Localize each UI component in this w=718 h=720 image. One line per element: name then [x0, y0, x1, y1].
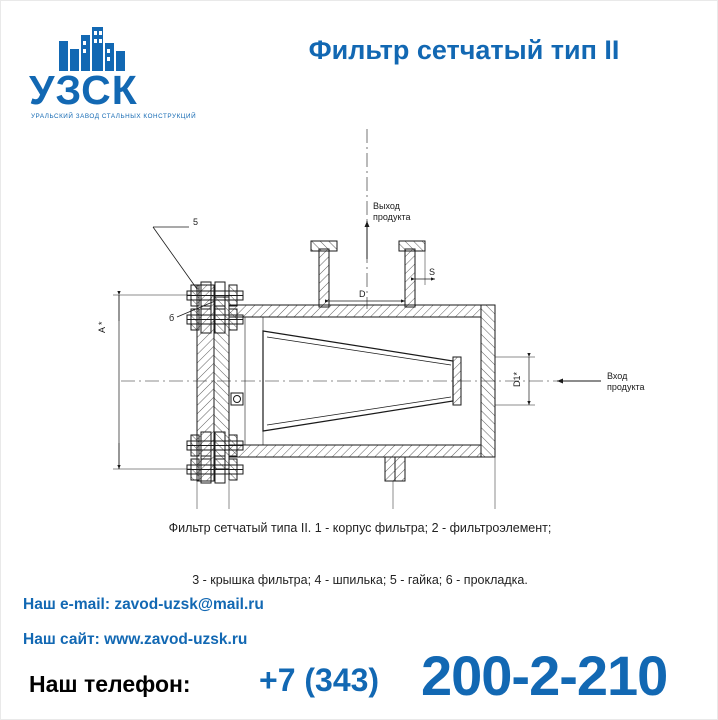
logo-subtitle: УРАЛЬСКИЙ ЗАВОД СТАЛЬНЫХ КОНСТРУКЦИЙ [31, 113, 197, 120]
site-value[interactable]: www.zavod-uzsk.ru [104, 631, 248, 648]
factory-icon [59, 27, 129, 71]
email-value[interactable]: zavod-uzsk@mail.ru [114, 596, 264, 613]
label-d: D [359, 289, 366, 299]
label-a: A * [97, 321, 107, 333]
logo-wordmark: УЗСК [29, 67, 138, 113]
label-d1: D1* [512, 371, 522, 387]
company-logo [29, 27, 209, 120]
phone-contact[interactable] [1, 641, 718, 720]
label-outlet-line1: Выход [373, 201, 400, 211]
label-pos-5: 5 [193, 217, 199, 227]
site-label: Наш сайт: [23, 631, 100, 648]
label-inlet-line2: продукта [607, 382, 645, 392]
email-label: Наш e-mail: [23, 596, 110, 613]
label-pos-6: б [169, 313, 175, 323]
figure-caption-line1: Фильтр сетчатый типа II. 1 - корпус фильтра; 2 - фильтроэлемент; [168, 521, 552, 535]
label-outlet-line2: продукта [373, 212, 411, 222]
filter-cross-section-svg [1, 109, 718, 509]
phone-label: Наш телефон: [29, 671, 191, 697]
page-header [1, 1, 718, 119]
phone-number[interactable]: 200-2-210 [421, 644, 668, 707]
figure-caption-line2: 3 - крышка фильтра; 4 - шпилька; 5 - гайка; 6 - прокладка. [192, 573, 528, 587]
label-inlet-line1: Вход [607, 371, 628, 381]
technical-drawing [1, 109, 718, 509]
email-contact[interactable] [23, 596, 264, 614]
phone-area-code: +7 (343) [259, 662, 380, 698]
label-s: S [429, 267, 436, 277]
page-title: Фильтр сетчатый тип II [308, 35, 620, 65]
